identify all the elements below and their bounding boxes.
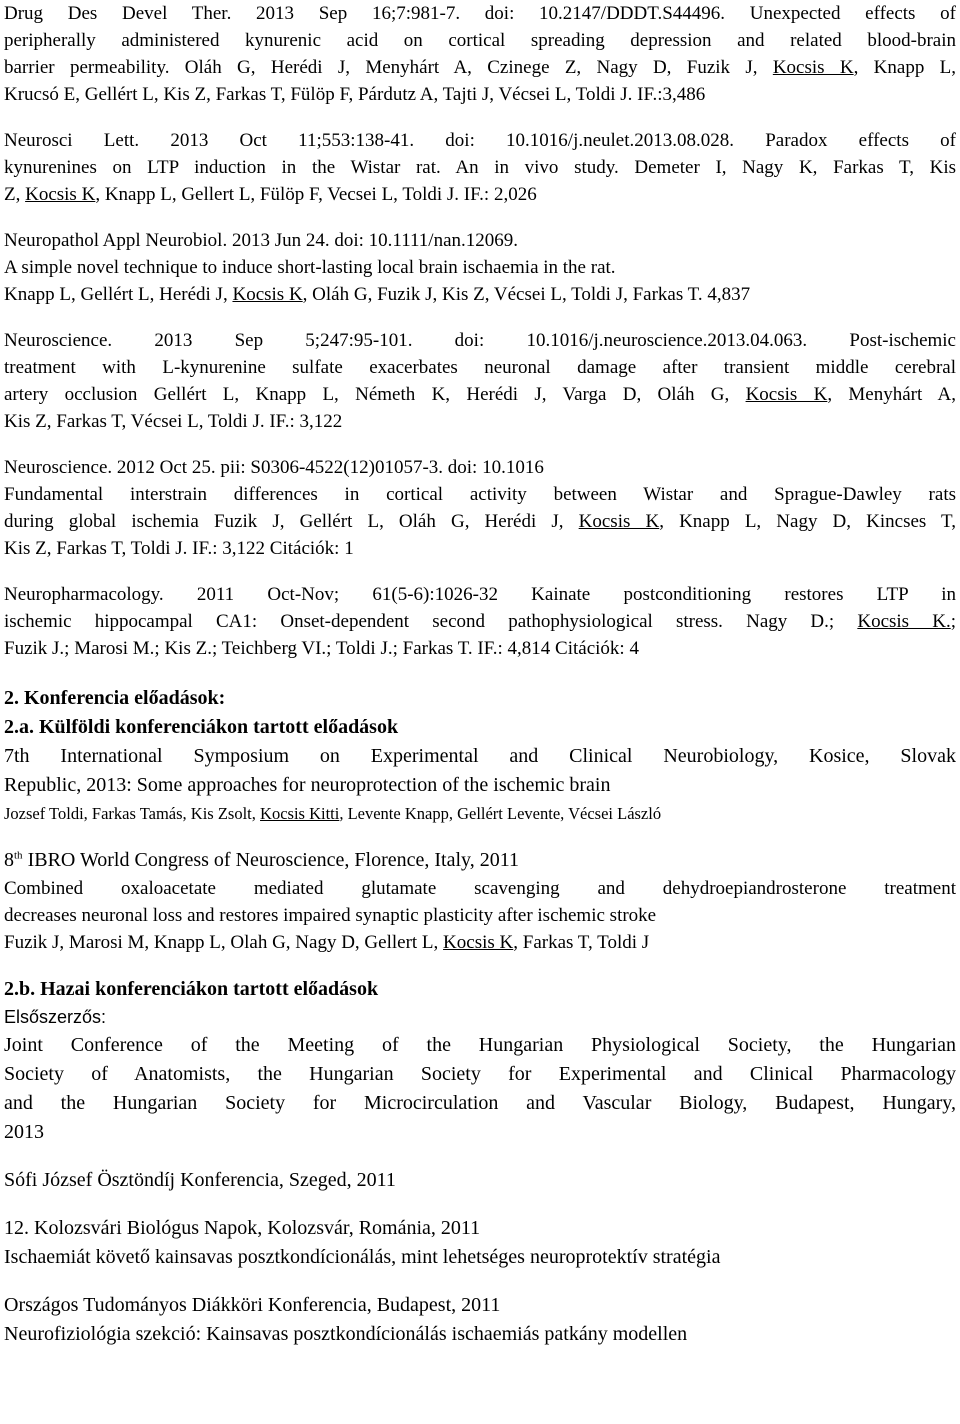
conference-talk-1 bbox=[4, 742, 956, 827]
author-highlight: Kocsis K. bbox=[857, 611, 951, 632]
entry-line: Fuzik J.; Marosi M.; Kis Z.; Teichberg VI.; Toldi J.; Farkas T. IF.: 4,814 Citációk: 4 bbox=[4, 638, 639, 659]
talk-line: Republic, 2013: Some approaches for neuroprotection of the ischemic brain bbox=[4, 774, 611, 796]
subsection-heading-a: 2.a. Külföldi konferenciákon tartott előadások bbox=[4, 716, 399, 738]
entry-line: barrier permeability. Oláh G, Herédi J, Menyhárt A, Czinege Z, Nagy D, Fuzik J, Kocsis K, Knapp L, bbox=[4, 57, 956, 78]
talk-line: Sófi József Ösztöndíj Konferencia, Szeged, 2011 bbox=[4, 1169, 396, 1191]
entry-line: Neuropathol Appl Neurobiol. 2013 Jun 24. doi: 10.1111/nan.12069. bbox=[4, 230, 519, 251]
talk-authors: Fuzik J, Marosi M, Knapp L, Olah G, Nagy D, Gellert L, Kocsis K, Farkas T, Toldi J bbox=[4, 932, 650, 953]
talk-line: Neurofiziológia szekció: Kainsavas posztkondícionálás ischaemiás patkány modellen bbox=[4, 1323, 688, 1345]
entry-line: during global ischemia Fuzik J, Gellért L, Oláh G, Herédi J, Kocsis K, Knapp L, Nagy D, Kincses T, bbox=[4, 511, 957, 532]
publication-entry-4 bbox=[4, 327, 956, 435]
domestic-talk-1 bbox=[4, 1031, 956, 1147]
author-highlight: Kocsis K bbox=[25, 184, 96, 205]
domestic-talk-4 bbox=[4, 1291, 956, 1349]
entry-line: Neurosci Lett. 2013 Oct 11;553:138-41. doi: 10.1016/j.neulet.2013.08.028. Paradox effects of bbox=[4, 130, 956, 151]
entry-line: artery occlusion Gellért L, Knapp L, Németh K, Herédi J, Varga D, Oláh G, Kocsis K, Menyhárt A, bbox=[4, 384, 956, 405]
entry-authors: Oláh G, Herédi J, Menyhárt A, Czinege Z, Nagy D, Fuzik J, bbox=[169, 57, 758, 78]
author-highlight: Kocsis K bbox=[745, 384, 828, 405]
talk-line: Ischaemiát követő kainsavas posztkondícionálás, mint lehetséges neuroprotektív stratégia bbox=[4, 1246, 721, 1268]
entry-line: Z, Kocsis K, Knapp L, Gellert L, Fülöp F, Vecsei L, Toldi J. IF.: 2,026 bbox=[4, 184, 537, 205]
entry-line: Drug Des Devel Ther. 2013 Sep 16;7:981-7. doi: 10.2147/DDDT.S44496. Unexpected effects of bbox=[4, 3, 956, 24]
domestic-talk-2 bbox=[4, 1166, 956, 1195]
author-highlight: Kocsis K bbox=[443, 932, 514, 953]
subsection-heading-b: 2.b. Hazai konferenciákon tartott előadások bbox=[4, 978, 379, 1000]
publication-entry-3 bbox=[4, 227, 956, 308]
author-highlight: Kocsis K bbox=[772, 57, 854, 78]
entry-line: kynurenines on LTP induction in the Wistar rat. An in vivo study. Demeter I, Nagy K, Farkas T, Kis bbox=[4, 157, 956, 178]
talk-line: Combined oxaloacetate mediated glutamate scavenging and dehydroepiandrosterone treatment bbox=[4, 878, 956, 899]
author-highlight: Kocsis Kitti bbox=[260, 804, 340, 823]
entry-line: Neuroscience. 2012 Oct 25. pii: S0306-4522(12)01057-3. doi: 10.1016 bbox=[4, 457, 544, 478]
talk-line: and the Hungarian Society for Microcirculation and Vascular Biology, Budapest, Hungary, bbox=[4, 1092, 956, 1114]
publication-entry-2 bbox=[4, 127, 956, 208]
talk-line: 8th IBRO World Congress of Neuroscience, Florence, Italy, 2011 bbox=[4, 849, 519, 871]
talk-authors: Jozsef Toldi, Farkas Tamás, Kis Zsolt, Kocsis Kitti, Levente Knapp, Gellért Levente, Vécsei László bbox=[4, 804, 662, 823]
talk-line: 2013 bbox=[4, 1121, 44, 1143]
talk-line: Joint Conference of the Meeting of the Hungarian Physiological Society, the Hungarian bbox=[4, 1034, 956, 1056]
talk-line: 7th International Symposium on Experimental and Clinical Neurobiology, Kosice, Slovak bbox=[4, 745, 956, 767]
publication-entry-1 bbox=[4, 0, 956, 108]
talk-line: Országos Tudományos Diákköri Konferencia, Budapest, 2011 bbox=[4, 1294, 501, 1316]
author-highlight: Kocsis K bbox=[232, 284, 303, 305]
talk-line: Society of Anatomists, the Hungarian Society for Experimental and Clinical Pharmacology bbox=[4, 1063, 956, 1085]
author-highlight: Kocsis K bbox=[578, 511, 660, 532]
entry-line: Knapp L, Gellért L, Herédi J, Kocsis K, Oláh G, Fuzik J, Kis Z, Vécsei L, Toldi J, Farkas T. 4,837 bbox=[4, 284, 751, 305]
entry-line: Kis Z, Farkas T, Vécsei L, Toldi J. IF.: 3,122 bbox=[4, 411, 343, 432]
entry-line: treatment with L-kynurenine sulfate exacerbates neuronal damage after transient middle cerebral bbox=[4, 357, 956, 378]
publication-entry-5 bbox=[4, 454, 956, 562]
entry-line: Neuroscience. 2013 Sep 5;247:95-101. doi: 10.1016/j.neuroscience.2013.04.063. Post-ischemic bbox=[4, 330, 956, 351]
publication-entry-6 bbox=[4, 581, 956, 662]
entry-title-end: barrier permeability. bbox=[4, 57, 170, 78]
entry-line: Fundamental interstrain differences in cortical activity between Wistar and Sprague-Dawley rats bbox=[4, 484, 956, 505]
domestic-talk-3 bbox=[4, 1214, 956, 1272]
entry-line: Kis Z, Farkas T, Toldi J. IF.: 3,122 Citációk: 1 bbox=[4, 538, 354, 559]
entry-line: Krucsó E, Gellért L, Kis Z, Farkas T, Fülöp F, Párdutz A, Tajti J, Vécsei L, Toldi J. IF.:3,486 bbox=[4, 84, 706, 105]
talk-line: 12. Kolozsvári Biológus Napok, Kolozsvár, Románia, 2011 bbox=[4, 1217, 481, 1239]
entry-line: A simple novel technique to induce short-lasting local brain ischaemia in the rat. bbox=[4, 257, 616, 278]
conference-talk-2 bbox=[4, 846, 956, 956]
first-author-label: Elsőszerzős: bbox=[4, 1007, 107, 1027]
talk-line: decreases neuronal loss and restores impaired synaptic plasticity after ischemic stroke bbox=[4, 905, 657, 926]
entry-line: Neuropharmacology. 2011 Oct-Nov; 61(5-6):1026-32 Kainate postconditioning restores LTP in bbox=[4, 584, 956, 605]
section-heading: 2. Konferencia előadások: bbox=[4, 687, 226, 709]
entry-line: peripherally administered kynurenic acid on cortical spreading depression and related blood-brain bbox=[4, 30, 956, 51]
entry-line: ischemic hippocampal CA1: Onset-dependent second pathophysiological stress. Nagy D.; Kocsis K.; bbox=[4, 611, 956, 632]
